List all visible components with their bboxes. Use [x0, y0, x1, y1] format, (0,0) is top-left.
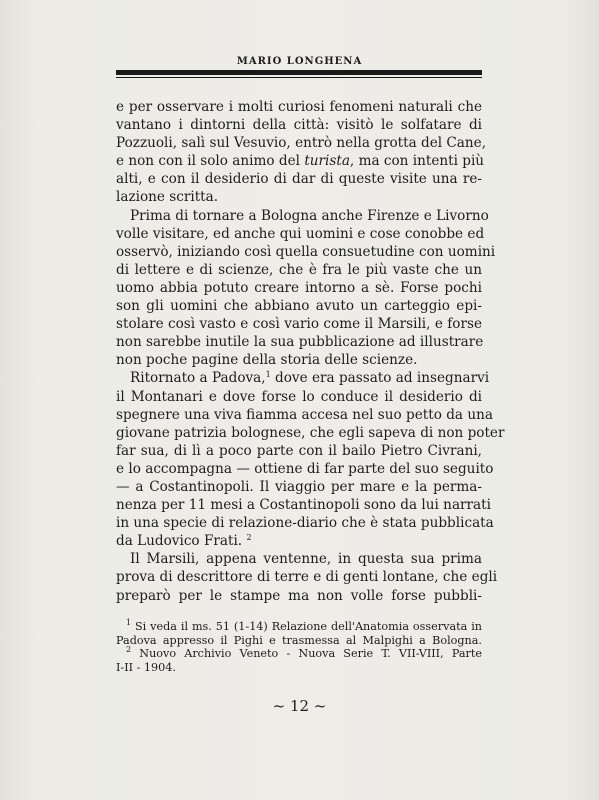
footnote-1-line: [116, 620, 482, 634]
text-fragment: dove era passato ad insegnarvi: [270, 370, 490, 387]
text-line-with-footnote-ref: [116, 369, 490, 387]
text-line: prova di descrittore di terre e di genti lontane, che egli: [116, 569, 498, 586]
text-line: e lo accompagna — ottiene di far parte del suo seguito: [116, 460, 494, 477]
text-line: e per osservare i molti curiosi fenomeni naturali che: [116, 99, 482, 115]
footnote-text: Nuovo Archivio Veneto - Nuova Serie T. VII-VIII, Parte: [139, 647, 482, 661]
text-line: osservò, iniziando così quella consuetudine con uomini: [116, 243, 496, 260]
text-line: vantano i dintorni della città: visitò le solfatare di: [116, 117, 482, 134]
text-line: in una specie di relazione-diario che è stata pubblicata: [116, 515, 494, 532]
footnote-marker: 1: [126, 618, 132, 627]
text-line: di lettere e di scienze, che è fra le più vaste che un: [116, 261, 482, 278]
text-line: giovane patrizia bolognese, che egli sapeva di non poter: [116, 424, 505, 441]
header-rule-thick: [116, 70, 482, 75]
header-rule-thin: [116, 77, 482, 78]
footnote-text: Si veda il ms. 51 (1-14) Relazione dell'Anatomia osservata in: [135, 620, 482, 633]
text-line: lazione scritta.: [116, 189, 219, 206]
text-fragment: Ritornato a Padova,: [130, 370, 266, 387]
text-line: far sua, di lì a poco parte con il bailo Pietro Civrani,: [116, 442, 482, 459]
text-line: son gli uomini che abbiano avuto un carteggio epi-: [116, 298, 482, 315]
text-line: uomo abbia potuto creare intorno a sè. Forse pochi: [116, 279, 482, 296]
footnote-marker: 2: [126, 645, 132, 655]
text-line: Prima di tornare a Bologna anche Firenze e Livorno: [130, 207, 489, 224]
footnote-ref: 1: [265, 370, 271, 380]
text-line: Pozzuoli, salì sul Vesuvio, entrò nella grotta del Cane,: [116, 135, 487, 152]
footnote-2-line: I-II - 1904.: [116, 660, 176, 674]
text-line: Il Marsili, appena ventenne, in questa sua prima: [130, 551, 482, 568]
text-line: non poche pagine della storia delle scienze.: [116, 352, 418, 369]
footnote-2-line: [116, 647, 482, 661]
footnotes: [116, 620, 482, 674]
text-line: il Montanari e dove forse lo conduce il desiderio di: [116, 388, 482, 405]
text-line: spegnere una viva fiamma accesa nel suo petto da una: [116, 406, 493, 423]
text-line: preparò per le stampe ma non volle forse pubbli-: [116, 587, 482, 604]
footnote-ref: 2: [246, 533, 252, 543]
text-fragment: da Ludovico Frati.: [116, 533, 243, 550]
text-line-with-footnote-ref: [116, 532, 482, 550]
text-line: alti, e con il desiderio di dar di queste visite una re-: [116, 171, 482, 188]
text-line-italic: e non con il solo animo del turista, ma con intenti più: [116, 153, 485, 170]
footnote-1-line: Padova appresso il Pighi e trasmessa al Malpighi a Bologna.: [116, 633, 482, 647]
text-line: — a Costantinopoli. Il viaggio per mare e la perma-: [116, 478, 482, 495]
italic-word: turista: [304, 153, 350, 170]
text-line: non sarebbe inutile la sua pubblicazione ad illustrare: [116, 334, 484, 351]
text-line: nenza per 11 mesi a Costantinopoli sono da lui narrati: [116, 497, 491, 514]
body-text: [116, 98, 505, 605]
running-title: MARIO LONGHENA: [236, 56, 363, 67]
text-line: volle visitare, ed anche qui uomini e cose conobbe ed: [116, 225, 485, 242]
page-number: ~ 12 ~: [272, 697, 327, 715]
text-line: stolare così vasto e così vario come il Marsili, e forse: [116, 316, 482, 333]
